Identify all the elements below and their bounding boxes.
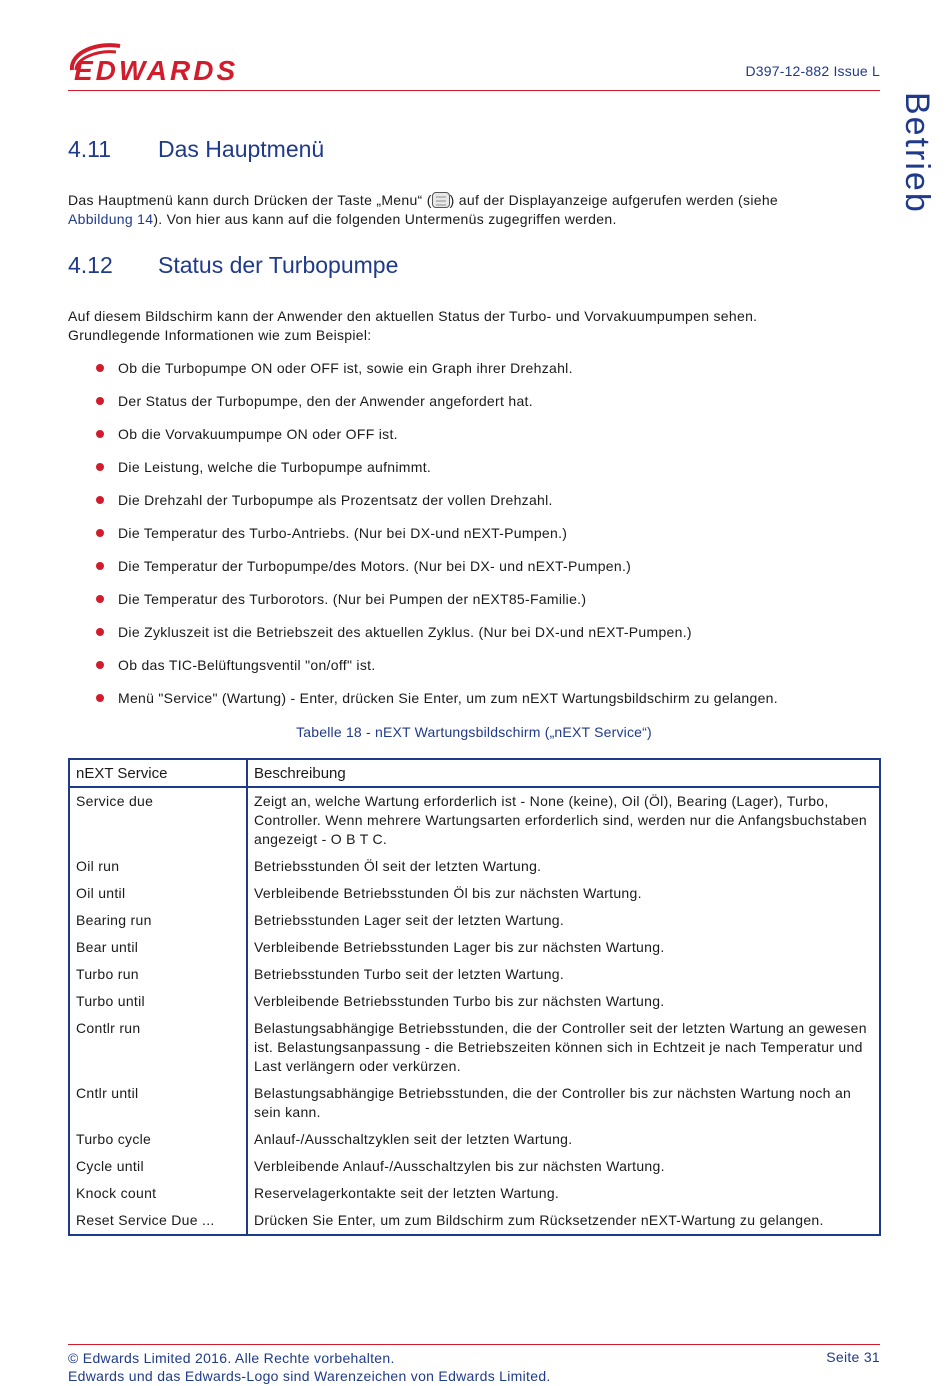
- bullet-icon: [96, 364, 104, 372]
- paragraph-text: ). Von hier aus kann auf die folgenden Untermenüs zugegriffen werden.: [153, 211, 617, 227]
- list-item: [68, 389, 868, 422]
- table-cell: Betriebsstunden Öl seit der letzten Wartung.: [254, 858, 542, 874]
- table-cell: Bearing run: [69, 907, 247, 934]
- section-heading-4-11: [68, 136, 324, 163]
- table-cell: Reset Service Due ...: [69, 1207, 247, 1235]
- bullet-icon: [96, 595, 104, 603]
- table-row: [69, 1180, 880, 1207]
- document-id: D397-12-882 Issue L: [745, 63, 880, 79]
- table-cell: Cycle until: [69, 1153, 247, 1180]
- bullet-icon: [96, 430, 104, 438]
- table-caption: Tabelle 18 - nEXT Wartungsbildschirm („nEXT Service“): [296, 724, 652, 740]
- list-item: [68, 455, 868, 488]
- bullet-icon: [96, 661, 104, 669]
- list-item: [68, 422, 868, 455]
- table-row: [69, 787, 880, 853]
- bullet-icon: [96, 496, 104, 504]
- bullet-icon: [96, 562, 104, 570]
- list-item-text: Ob die Turbopumpe ON oder OFF ist, sowie ein Graph ihrer Drehzahl.: [118, 360, 573, 376]
- table-cell: Verbleibende Betriebsstunden Öl bis zur nächsten Wartung.: [254, 885, 642, 901]
- section-title: Das Hauptmenü: [158, 136, 325, 162]
- list-item-text: Die Temperatur des Turborotors. (Nur bei Pumpen der nEXT85-Familie.): [118, 591, 587, 607]
- table-cell: Betriebsstunden Turbo seit der letzten Wartung.: [254, 966, 565, 982]
- footer-legal: [68, 1349, 551, 1385]
- table-cell: Turbo run: [69, 961, 247, 988]
- table-cell: Turbo until: [69, 988, 247, 1015]
- table-cell: Belastungsabhängige Betriebsstunden, die der Controller seit der letzten Wartung an gewesen ist. Belastungsanpassung - die Betriebszeiten können sich in Echtzeit je nach Temperatur und Last verlängern oder verkürzen.: [254, 1020, 867, 1074]
- table-row: [69, 934, 880, 961]
- list-item-text: Die Temperatur des Turbo-Antriebs. (Nur bei DX-und nEXT-Pumpen.): [118, 525, 568, 541]
- table-cell: Zeigt an, welche Wartung erforderlich ist - None (keine), Oil (Öl), Bearing (Lager), Turbo, Controller. Wenn mehrere Wartungsarten erforderlich sind, werden nur die Anfangsbuchstaben angezeigt - O B T C.: [254, 793, 867, 847]
- section-number: 4.11: [68, 136, 112, 162]
- table-cell: Drücken Sie Enter, um zum Bildschirm zum Rücksetzender nEXT-Wartung zu gelangen.: [254, 1212, 824, 1228]
- bullet-icon: [96, 529, 104, 537]
- section-4-11-paragraph: [68, 191, 848, 229]
- section-heading-4-12: [68, 252, 398, 279]
- table-cell: Turbo cycle: [69, 1126, 247, 1153]
- list-item: [68, 620, 868, 653]
- table-row: [69, 961, 880, 988]
- list-item: [68, 554, 868, 587]
- table-cell: Knock count: [69, 1180, 247, 1207]
- list-item-text: Die Zykluszeit ist die Betriebszeit des aktuellen Zyklus. (Nur bei DX-und nEXT-Pumpen.): [118, 624, 692, 640]
- table-row: [69, 1015, 880, 1080]
- table-header-row: [69, 759, 880, 787]
- figure-link[interactable]: Abbildung 14: [68, 211, 154, 227]
- list-item-text: Die Leistung, welche die Turbopumpe aufnimmt.: [118, 459, 432, 475]
- bullet-icon: [96, 628, 104, 636]
- edwards-logo: [68, 40, 298, 84]
- section-number: 4.12: [68, 252, 113, 278]
- svg-text:EDWARDS: EDWARDS: [74, 55, 239, 84]
- side-tab-label: Betrieb: [898, 92, 936, 214]
- list-item-text: Die Temperatur der Turbopumpe/des Motors. (Nur bei DX- und nEXT-Pumpen.): [118, 558, 632, 574]
- bullet-list: [68, 356, 868, 719]
- list-item: [68, 488, 868, 521]
- column-header: nEXT Service: [69, 759, 247, 787]
- bullet-icon: [96, 397, 104, 405]
- table-row: [69, 1207, 880, 1235]
- copyright-text: © Edwards Limited 2016. Alle Rechte vorbehalten.: [68, 1350, 395, 1366]
- table-cell: Service due: [69, 787, 247, 853]
- table-cell: Anlauf-/Ausschaltzyklen seit der letzten Wartung.: [254, 1131, 573, 1147]
- list-item: [68, 356, 868, 389]
- table-cell: Oil until: [69, 880, 247, 907]
- table-row: [69, 1126, 880, 1153]
- footer-rule: [68, 1344, 880, 1345]
- table-cell: Betriebsstunden Lager seit der letzten Wartung.: [254, 912, 565, 928]
- table-row: [69, 853, 880, 880]
- table-cell: Belastungsabhängige Betriebsstunden, die der Controller bis zur nächsten Wartung noch an sein kann.: [254, 1085, 852, 1120]
- list-item: [68, 521, 868, 554]
- header-rule: [68, 90, 880, 91]
- table-cell: Oil run: [69, 853, 247, 880]
- service-table: [68, 758, 881, 1236]
- list-item-text: Ob das TIC-Belüftungsventil "on/off" ist.: [118, 657, 376, 673]
- list-item: [68, 686, 868, 719]
- page-number: Seite 31: [826, 1349, 880, 1365]
- section-title: Status der Turbopumpe: [158, 252, 399, 278]
- table-cell: Verbleibende Anlauf-/Ausschaltzylen bis zur nächsten Wartung.: [254, 1158, 665, 1174]
- side-tab: [898, 92, 946, 232]
- table-cell: Bear until: [69, 934, 247, 961]
- list-item: [68, 653, 868, 686]
- list-item-text: Menü "Service" (Wartung) - Enter, drücken Sie Enter, um zum nEXT Wartungsbildschirm zu gelangen.: [118, 690, 778, 706]
- table-cell: Verbleibende Betriebsstunden Turbo bis zur nächsten Wartung.: [254, 993, 665, 1009]
- section-4-12-intro: Auf diesem Bildschirm kann der Anwender den aktuellen Status der Turbo- und Vorvakuumpumpen sehen. Grundlegende Informationen wie zum Beispiel:: [68, 308, 758, 343]
- table-row: [69, 1153, 880, 1180]
- list-item-text: Die Drehzahl der Turbopumpe als Prozentsatz der vollen Drehzahl.: [118, 492, 553, 508]
- table-cell: Contlr run: [69, 1015, 247, 1080]
- paragraph-text: ) auf der Displayanzeige aufgerufen werden (siehe: [449, 192, 778, 208]
- table-row: [69, 880, 880, 907]
- bullet-icon: [96, 694, 104, 702]
- list-item: [68, 587, 868, 620]
- list-item-text: Ob die Vorvakuumpumpe ON oder OFF ist.: [118, 426, 398, 442]
- table-row: [69, 907, 880, 934]
- table-row: [69, 1080, 880, 1126]
- trademark-text: Edwards und das Edwards-Logo sind Warenzeichen von Edwards Limited.: [68, 1368, 551, 1384]
- column-header: Beschreibung: [247, 759, 880, 787]
- table-cell: Verbleibende Betriebsstunden Lager bis zur nächsten Wartung.: [254, 939, 665, 955]
- table-row: [69, 988, 880, 1015]
- table-cell: Reservelagerkontakte seit der letzten Wartung.: [254, 1185, 560, 1201]
- list-item-text: Der Status der Turbopumpe, den der Anwender angefordert hat.: [118, 393, 533, 409]
- bullet-icon: [96, 463, 104, 471]
- paragraph-text: Das Hauptmenü kann durch Drücken der Taste „Menu“ (: [68, 192, 432, 208]
- table-cell: Cntlr until: [69, 1080, 247, 1126]
- menu-key-icon: [432, 192, 450, 208]
